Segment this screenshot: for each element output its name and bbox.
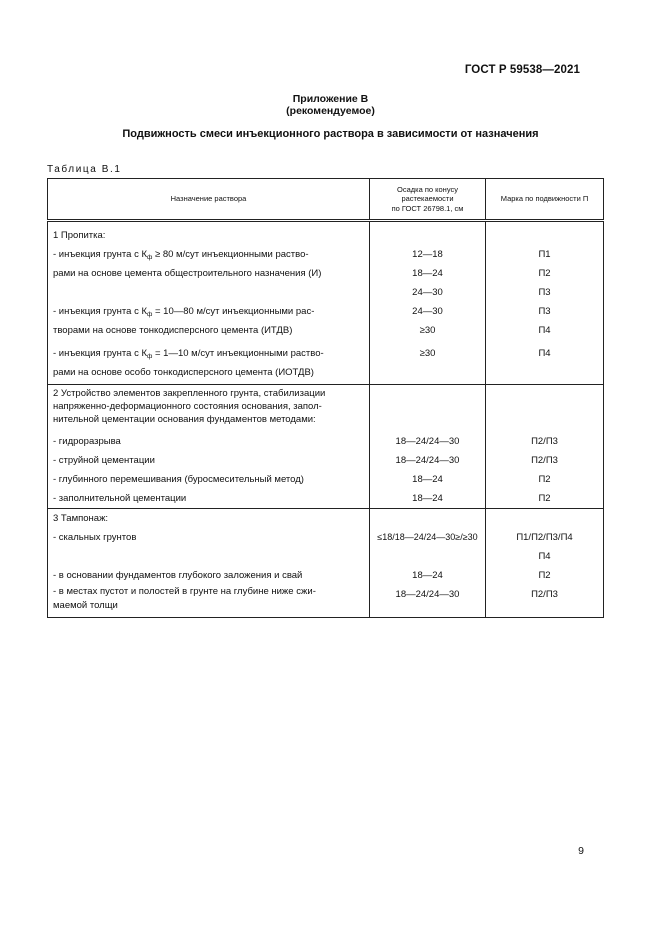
table-row <box>48 385 604 427</box>
table-row <box>48 245 604 302</box>
appendix-subtitle: (рекомендуемое) <box>286 105 375 117</box>
subscript-f: ф <box>147 311 153 318</box>
cell-value: ≥30 <box>419 325 436 336</box>
group-title: 3 Тампонаж: <box>53 513 109 524</box>
row-label: - гидроразрыва <box>53 436 121 447</box>
table-row <box>48 470 604 489</box>
row-label <box>48 344 369 363</box>
cell-value: 18—24/24—30 <box>395 455 460 466</box>
cell-mark: П2 <box>538 570 551 581</box>
table-row <box>48 566 604 585</box>
mobility-table <box>47 178 604 618</box>
header-slump-line: растекаемости <box>401 194 454 204</box>
cell-mark: П4 <box>538 325 551 336</box>
label-part: ≥ 80 м/сут инъекционными раство- <box>152 249 309 260</box>
cell-value: 18—24 <box>412 570 443 581</box>
row-label: рами на основе цемента общестроительного назначения (И) <box>53 268 322 279</box>
table-row <box>48 221 604 246</box>
row-label: - струйной цементации <box>53 455 155 466</box>
table-row <box>48 585 604 618</box>
cell-value: 12—18 <box>412 249 443 260</box>
header-slump-line: Осадка по конусу <box>397 184 458 194</box>
group-title: 1 Пропитка: <box>53 230 106 241</box>
cell-value: ≥30 <box>419 348 436 359</box>
header-mark: Марка по подвижности П <box>486 179 604 221</box>
table-label: Таблица В.1 <box>47 164 122 175</box>
table-row <box>48 302 604 340</box>
row-label: маемой толщи <box>53 600 118 611</box>
cell-mark: П2/П3 <box>531 455 558 466</box>
row-label: рами на основе особо тонкодисперсного цемента (ИОТДВ) <box>53 367 314 378</box>
table-header-row <box>48 179 604 221</box>
cell-mark: П2/П3 <box>531 589 558 600</box>
subscript-f: ф <box>147 254 153 261</box>
table-row <box>48 426 604 451</box>
group-title: 2 Устройство элементов закрепленного грунта, стабилизации <box>53 388 326 399</box>
cell-value: 18—24/24—30 <box>395 589 460 600</box>
table-row <box>48 489 604 509</box>
cell-mark: П4 <box>538 551 551 562</box>
row-label: - глубинного перемешивания (буросмесительный метод) <box>53 474 304 485</box>
cell-mark: П1 <box>538 249 551 260</box>
cell-value: 18—24 <box>412 474 443 485</box>
cell-value: 18—24 <box>412 268 443 279</box>
cell-mark: П2 <box>538 268 551 279</box>
row-label <box>48 302 369 321</box>
cell-mark: П1/П2/П3/П4 <box>516 532 573 543</box>
row-label: - в местах пустот и полостей в грунте на глубине ниже сжи- <box>53 586 316 597</box>
label-part: = 1—10 м/сут инъекционными раство- <box>152 348 324 359</box>
group-title: напряженно-деформационного состояния основания, запол- <box>53 401 322 412</box>
header-slump-line: по ГОСТ 26798.1, см <box>391 203 464 213</box>
row-label <box>48 245 369 264</box>
cell-mark: П3 <box>538 306 551 317</box>
label-part: - инъекция грунта с К <box>53 249 147 260</box>
cell-mark: П4 <box>538 348 551 359</box>
appendix-heading <box>0 93 661 117</box>
header-slump <box>370 179 486 221</box>
row-label: творами на основе тонкодисперсного цемента (ИТДВ) <box>53 325 293 336</box>
appendix-heading-text: Подвижность смеси инъекционного раствора в зависимости от назначения <box>122 128 539 140</box>
document-id: ГОСТ Р 59538—2021 <box>464 64 580 76</box>
cell-mark: П3 <box>538 287 551 298</box>
cell-mark: П2 <box>538 474 551 485</box>
table-row <box>48 509 604 529</box>
row-label: - заполнительной цементации <box>53 493 187 504</box>
appendix-title: Приложение В <box>292 93 369 105</box>
table-row <box>48 340 604 385</box>
spacer <box>48 283 369 302</box>
table-row <box>48 528 604 566</box>
table-row <box>48 451 604 470</box>
cell-value: 24—30 <box>412 287 443 298</box>
group-title: нительной цементации основания фундаментов методами: <box>53 414 316 425</box>
cell-value: 18—24 <box>412 493 443 504</box>
row-label: - в основании фундаментов глубокого заложения и свай <box>53 570 303 581</box>
cell-value: ≤18/18—24/24—30≥/≥30 <box>377 532 478 542</box>
label-part: = 10—80 м/сут инъекционными рас- <box>152 306 315 317</box>
label-part: - инъекция грунта с К <box>53 306 147 317</box>
spacer <box>48 547 369 566</box>
cell-value: 24—30 <box>412 306 443 317</box>
cell-mark: П2/П3 <box>531 436 558 447</box>
table-container <box>47 178 603 618</box>
header-purpose: Назначение раствора <box>48 179 370 221</box>
row-label: - скальных грунтов <box>53 532 137 543</box>
subscript-f: ф <box>147 353 153 360</box>
cell-mark: П2 <box>538 493 551 504</box>
cell-value: 18—24/24—30 <box>395 436 460 447</box>
page-number: 9 <box>578 845 584 857</box>
label-part: - инъекция грунта с К <box>53 348 147 359</box>
